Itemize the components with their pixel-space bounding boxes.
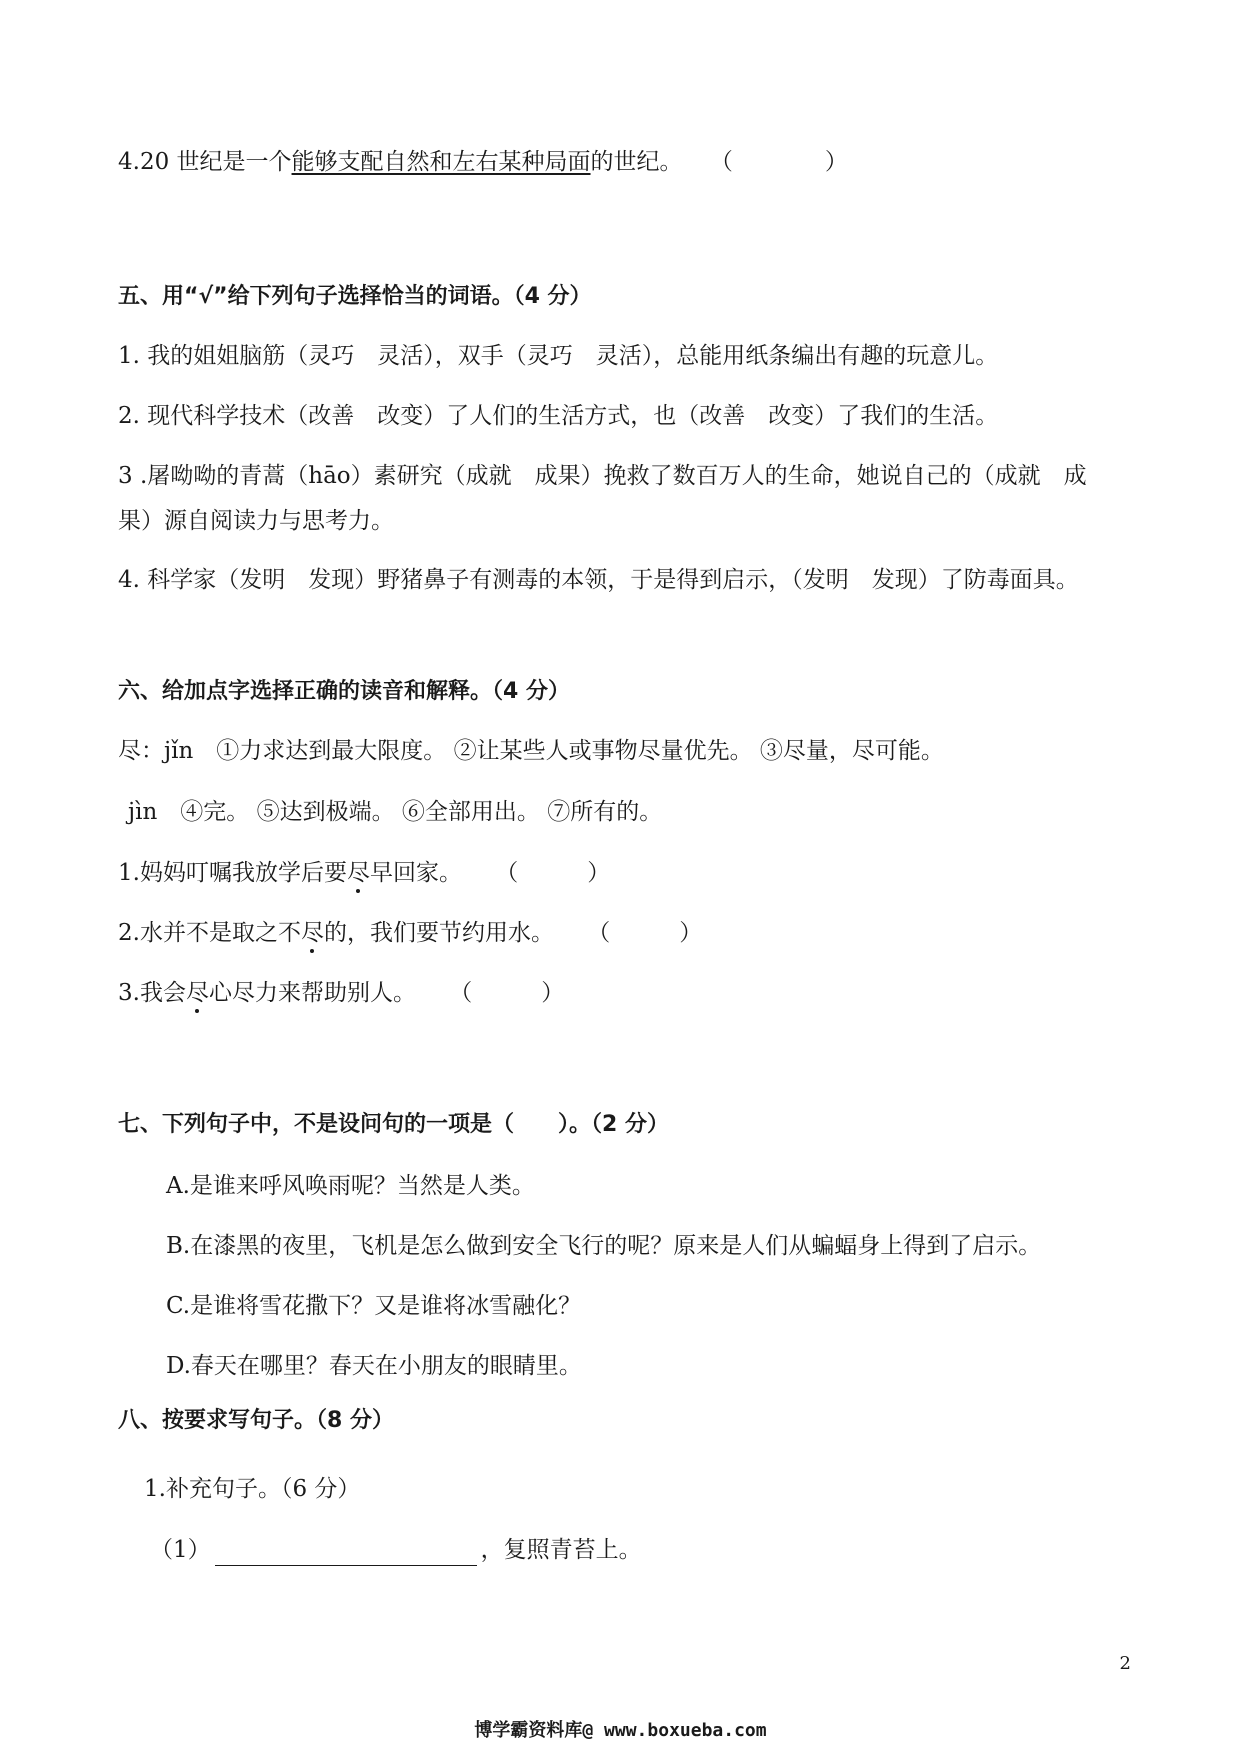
section-5-item-3: 3 .屠呦呦的青蒿（hāo）素研究（成就 成果）挽救了数百万人的生命，她说自己的（成就 成 [118, 463, 1087, 489]
answer-blank[interactable]: （ ） [587, 920, 703, 946]
answer-blank[interactable]: （ ） [495, 860, 611, 886]
underlined-phrase: 能够支配自然和左右某种局面 [291, 149, 591, 175]
dotted-char: 尽 [186, 977, 209, 1009]
section-7-option-a: A.是谁来呼风唤雨呢？当然是人类。 [166, 1173, 535, 1199]
answer-blank[interactable]: （ ） [709, 149, 848, 175]
q4-item-4: 4.20 世纪是一个能够支配自然和左右某种局面的世纪。 （ ） [118, 146, 848, 178]
section-5-item-1: 1. 我的姐姐脑筋（灵巧 灵活），双手（灵巧 灵活），总能用纸条编出有趣的玩意儿。 [118, 343, 999, 369]
section-6-question-1: 1.妈妈叮嘱我放学后要尽早回家。 （ ） [118, 857, 610, 889]
section-6-question-2: 2.水并不是取之不尽的，我们要节约用水。 （ ） [118, 917, 702, 949]
dotted-char: 尽 [301, 917, 324, 949]
definition-jin4: jìn ④完。 ⑤达到极端。 ⑥全部用出。 ⑦所有的。 [128, 799, 663, 825]
footer-watermark: 博学霸资料库@ www.boxueba.com [474, 1720, 767, 1741]
definition-jin3: 尽：jǐn ①力求达到最大限度。 ②让某些人或事物尽量优先。 ③尽量，尽可能。 [118, 738, 944, 764]
section-5-item-4: 4. 科学家（发明 发现）野猪鼻子有测毒的本领，于是得到启示，（发明 发现）了防毒面具。 [118, 567, 1079, 593]
section-7-option-c: C.是谁将雪花撒下？又是谁将冰雪融化？ [166, 1293, 582, 1319]
section-8-heading: 八、按要求写句子。（8 分） [118, 1408, 394, 1433]
answer-blank[interactable]: （ ） [449, 980, 565, 1006]
section-6-question-3: 3.我会尽心尽力来帮助别人。 （ ） [118, 977, 564, 1009]
page-number: 2 [1119, 1653, 1131, 1674]
section-5-item-2: 2. 现代科学技术（改善 改变）了人们的生活方式，也（改善 改变）了我们的生活。 [118, 403, 999, 429]
fill-in-blank[interactable] [215, 1539, 477, 1566]
section-7-heading: 七、下列句子中，不是设问句的一项是（ ）。（2 分） [118, 1112, 669, 1137]
section-7-option-d: D.春天在哪里？春天在小朋友的眼睛里。 [166, 1353, 582, 1379]
section-6-heading: 六、给加点字选择正确的读音和解释。（4 分） [118, 679, 570, 704]
section-5-item-3-cont: 果）源自阅读力与思考力。 [118, 508, 394, 534]
section-8-item-1: （1） ，复照青苔上。 [150, 1534, 642, 1566]
section-8-sub-1: 1.补充句子。（6 分） [144, 1476, 361, 1502]
section-5-heading: 五、用“√”给下列句子选择恰当的词语。（4 分） [118, 284, 592, 309]
section-7-option-b: B.在漆黑的夜里，飞机是怎么做到安全飞行的呢？原来是人们从蝙蝠身上得到了启示。 [166, 1233, 1042, 1259]
dotted-char: 尽 [347, 857, 370, 889]
